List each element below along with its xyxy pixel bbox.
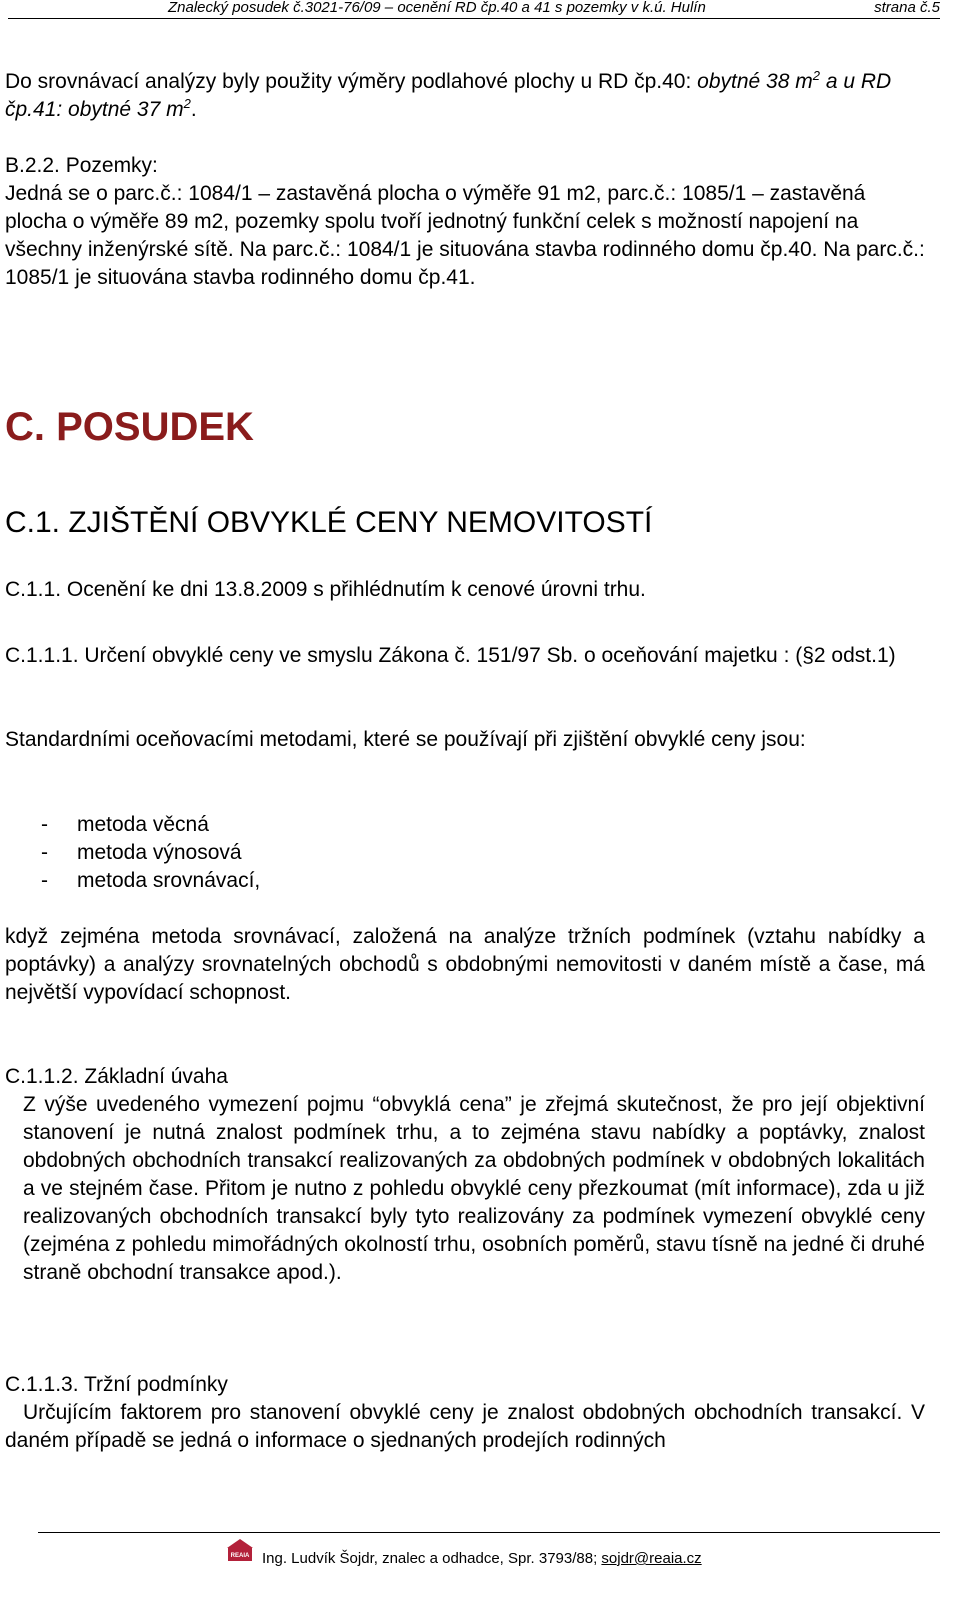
- pozemky-text: Jedná se o parc.č.: 1084/1 – zastavěná plocha o výměře 91 m2, parc.č.: 1085/1 – zastavěná plocha o výměře 89 m2, pozemky spolu tvoří jednotný funkční celek s možností napojení na všechny inženýrské sítě. Na parc.č.: 1084/1 je situována stavba rodinného domu čp.40. Na parc.č.: 1085/1 je situována stavba rodinného domu čp.41.: [5, 182, 925, 289]
- c111-heading: C.1.1.1. Určení obvyklé ceny ve smyslu Zákona č. 151/97 Sb. o oceňování majetku : (§2 odst.1): [5, 644, 896, 667]
- svg-text:REAIA: REAIA: [230, 1553, 250, 1559]
- c11-heading: C.1.1. Ocenění ke dni 13.8.2009 s přihlédnutím k cenové úrovni trhu.: [5, 578, 646, 601]
- page-header: [168, 0, 940, 16]
- c112-section: [5, 1063, 925, 1287]
- c113-section: [5, 1371, 925, 1455]
- footer-rule: [38, 1532, 940, 1533]
- header-title: Znalecký posudek č.3021-76/09 – ocenění RD čp.40 a 41 s pozemky v k.ú. Hulín: [168, 0, 706, 16]
- section-title-c1: C.1. ZJIŠTĚNÍ OBVYKLÉ CENY NEMOVITOSTÍ: [5, 506, 653, 539]
- c113-heading: C.1.1.3. Tržní podmínky: [5, 1373, 228, 1396]
- list-item: - metoda věcná: [41, 813, 209, 836]
- methods-list-wrapper: [5, 811, 925, 895]
- intro-text-a: Do srovnávací analýzy byly použity výměry podlahové plochy u RD čp.40:: [5, 70, 698, 93]
- pozemky-section: [5, 152, 925, 292]
- kdyz-paragraph: když zejména metoda srovnávací, založená na analýze tržních podmínek (vztahu nabídky a poptávky) a analýzy srovnatelných obchodů s obdobnými nemovitosti v daném místě a čase, má největší vypovídací schopnost.: [5, 925, 925, 1004]
- c112-paragraph: Z výše uvedeného vymezení pojmu “obvyklá cena” je zřejmá skutečnost, že pro její objektivní stanovení je nutná znalost podmínek trhu, a to zejména stavu nabídky a poptávky, znalost obdobných obchodních transakcí realizovaných za obdobných podmínek v obdobných lokalitách a ve stejném čase. Přitom je nutno z pohledu obvyklé ceny přezkoumat (mít informace), zda u již realizovaných obchodních transakcí byly tyto realizovány za podmínek vymezení obvyklé ceny (zejména z pohledu mimořádných okolností trhu, osobních poměrů, stavu tísně na jedné či druhé straně obchodní transakce apod.).: [23, 1093, 925, 1284]
- intro-text-b: obytné 38 $m^2$ a u RD čp.41: obytné 37 $m^2$: [5, 68, 892, 121]
- list-item: - metoda výnosová: [41, 841, 242, 864]
- footer-email-link[interactable]: sojdr@reaia.cz: [601, 1550, 702, 1567]
- intro-text-d: .: [190, 98, 197, 121]
- section-title-posudek: C. POSUDEK: [5, 405, 254, 449]
- header-rule: [8, 18, 940, 19]
- intro-paragraph: [5, 68, 925, 124]
- pozemky-heading: B.2.2. Pozemky:: [5, 154, 158, 177]
- c112-heading: C.1.1.2. Základní úvaha: [5, 1065, 228, 1088]
- reaia-logo-icon: [226, 1538, 254, 1562]
- list-item: - metoda srovnávací,: [41, 869, 261, 892]
- methods-list: [5, 811, 925, 895]
- footer-text: Ing. Ludvík Šojdr, znalec a odhadce, Spr. 3793/88; sojdr@reaia.cz: [262, 1550, 702, 1567]
- standard-paragraph: Standardními oceňovacími metodami, které se používají při zjištění obvyklé ceny jsou:: [5, 728, 806, 751]
- intro-block: [5, 68, 925, 124]
- c113-paragraph: Určujícím faktorem pro stanovení obvyklé ceny je znalost obdobných obchodních transakcí. V daném případě se jedná o informace o sjednaných prodejích rodinných: [5, 1401, 925, 1452]
- header-page-number: strana č.5: [874, 0, 940, 16]
